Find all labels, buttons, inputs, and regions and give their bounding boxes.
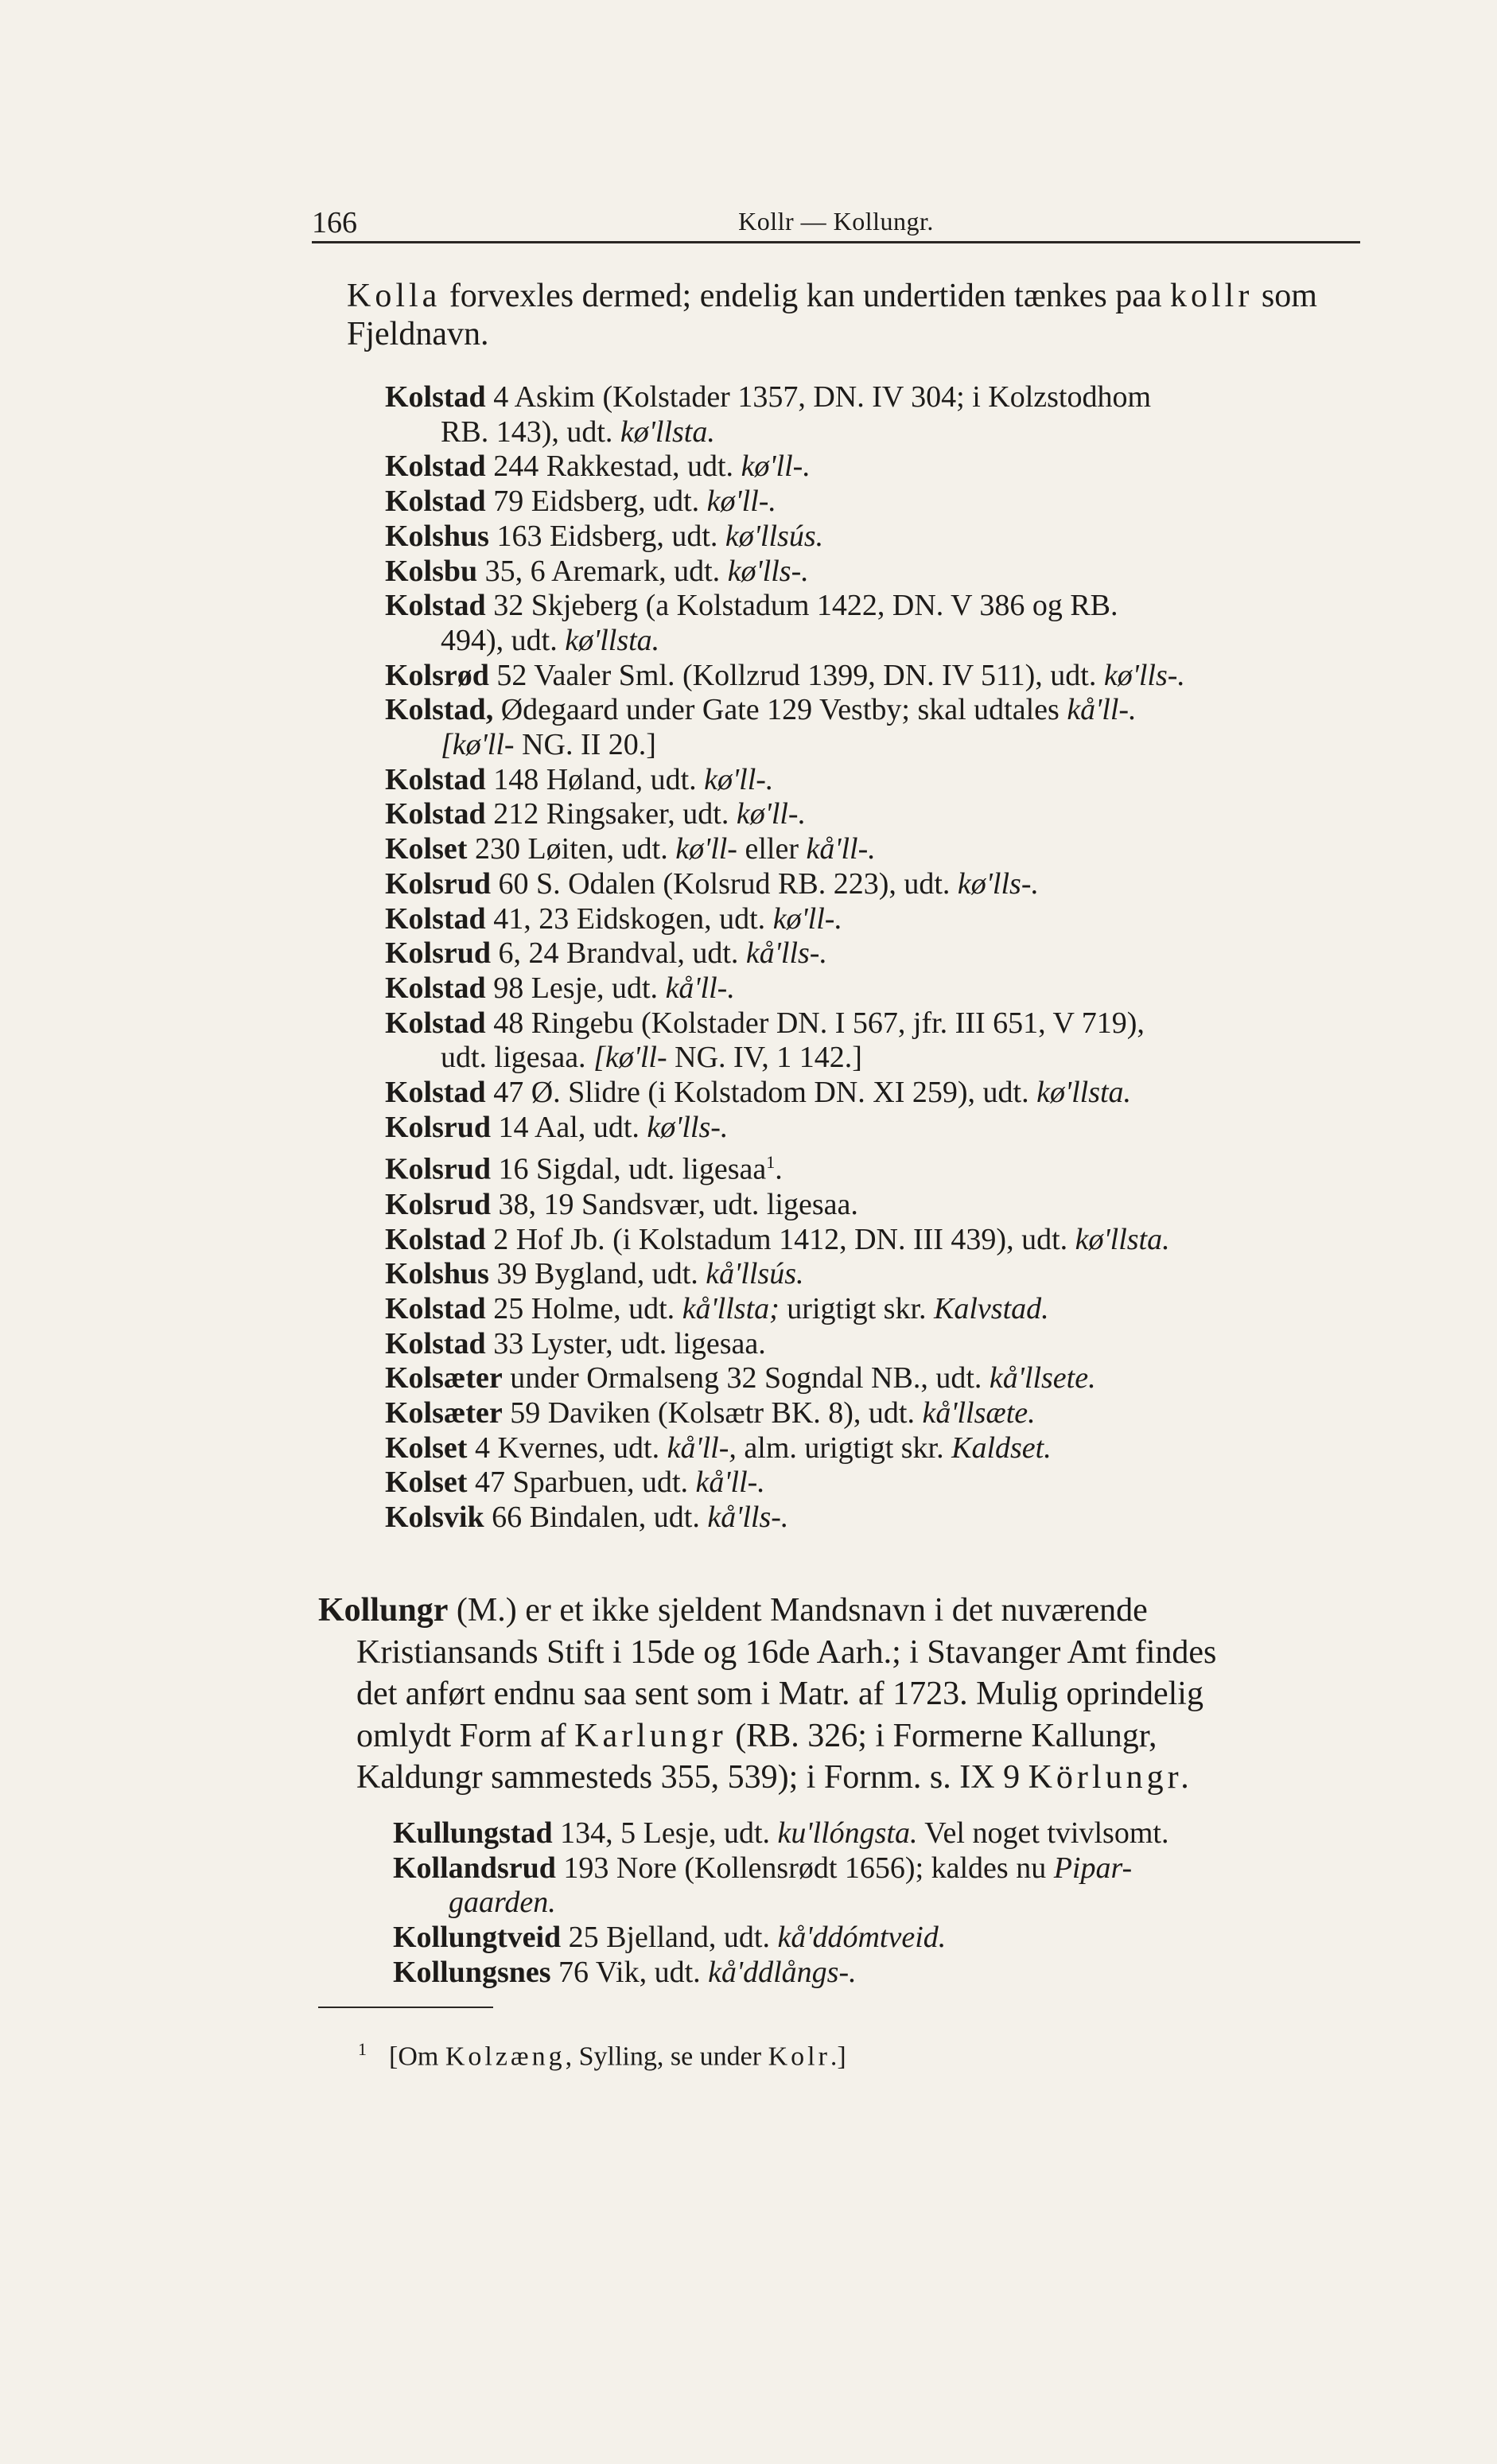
entry-text: 14 Aal, udt. bbox=[491, 1110, 647, 1144]
entry-text: 39 Bygland, udt. bbox=[488, 1257, 706, 1291]
footnote-number: 1 bbox=[358, 2039, 367, 2059]
entry-text: 98 Lesje, udt. bbox=[485, 971, 666, 1005]
entry-headword: Kolstad bbox=[385, 1291, 486, 1325]
entry-headword: Kolshus bbox=[385, 1257, 489, 1291]
entry-headword: Kolsrud bbox=[385, 1153, 492, 1187]
entry-headword: Kolsrud bbox=[385, 866, 492, 901]
main-text: det anført endnu saa sent som i Matr. af 1723. Mulig oprindelig bbox=[356, 1676, 1203, 1712]
entry-list-kolstad bbox=[385, 380, 1363, 1536]
entry bbox=[385, 1431, 1363, 1466]
alternate-name: gaarden. bbox=[449, 1886, 556, 1920]
entry-headword: Kolsrød bbox=[385, 658, 489, 692]
intro-text: som Fjeldnavn. bbox=[347, 278, 1317, 352]
entry-text: 25 Bjelland, udt. bbox=[561, 1921, 778, 1955]
alternate-spelling: Kalvstad. bbox=[934, 1291, 1049, 1325]
spaced-word: kollr bbox=[1170, 278, 1254, 314]
entry-continuation bbox=[385, 624, 1363, 659]
entry-headword: Kolstad bbox=[385, 380, 486, 414]
spaced-word: Kolr bbox=[768, 2042, 830, 2072]
pronunciation: kø'll-. bbox=[772, 901, 842, 936]
pronunciation: kå'llsete. bbox=[989, 1361, 1096, 1395]
entry-text: 4 Askim (Kolstader 1357, DN. IV 304; i Kolzstodhom bbox=[485, 380, 1152, 414]
entry-text: 193 Nore (Kollensrødt 1656); kaldes nu bbox=[555, 1851, 1054, 1885]
entry-continuation bbox=[385, 728, 1363, 763]
entry bbox=[385, 1396, 1363, 1431]
pronunciation: kø'llsta. bbox=[1075, 1222, 1170, 1256]
entry-text: 66 Bindalen, udt. bbox=[484, 1501, 708, 1535]
entry bbox=[385, 902, 1363, 937]
entry-headword: Kolstad bbox=[385, 1222, 486, 1256]
entry-headword: Kolstad bbox=[385, 971, 486, 1005]
pronunciation: kå'll-. bbox=[806, 832, 876, 866]
entry-headword: Kolstad bbox=[385, 797, 486, 831]
main-text: Kristiansands Stift i 15de og 16de Aarh.; i Stavanger Amt findes bbox=[356, 1633, 1217, 1671]
entry bbox=[385, 520, 1363, 555]
entry-text: alm. urigtigt skr. bbox=[736, 1431, 952, 1465]
entry-text: 6, 24 Brandval, udt. bbox=[491, 936, 746, 971]
pronunciation: kø'lls-. bbox=[647, 1110, 729, 1144]
entry-headword: Kollungsnes bbox=[393, 1955, 551, 1989]
entry-text: NG. II 20.] bbox=[514, 728, 656, 762]
entry-text: udt. ligesaa. bbox=[441, 1041, 594, 1075]
pronunciation: kå'll-, bbox=[667, 1431, 737, 1465]
entry-headword: Kollandsrud bbox=[393, 1851, 556, 1885]
pronunciation: kå'll-. bbox=[665, 971, 735, 1005]
entry-headword: Kolstad bbox=[385, 1076, 486, 1110]
pronunciation: kå'llsta; bbox=[682, 1291, 780, 1325]
entry bbox=[385, 555, 1363, 590]
main-text: (RB. 326; i Formerne Kallungr, bbox=[726, 1717, 1157, 1754]
spaced-word: Kolla bbox=[347, 278, 441, 314]
entry bbox=[385, 1327, 1363, 1362]
entry-text: 38, 19 Sandsvær, udt. ligesaa. bbox=[491, 1187, 858, 1221]
entry bbox=[385, 763, 1363, 798]
entry bbox=[385, 832, 1363, 867]
entry bbox=[393, 1851, 1371, 1921]
running-head: Kollr — Kollungr. bbox=[738, 207, 934, 236]
main-entry-line bbox=[318, 1757, 1367, 1799]
spaced-word: Kolzæng bbox=[445, 2042, 566, 2072]
entry-text: 76 Vik, udt. bbox=[550, 1955, 709, 1989]
entry-text: 494), udt. bbox=[441, 623, 566, 657]
entry bbox=[385, 971, 1363, 1006]
pronunciation: kø'll- bbox=[675, 832, 737, 866]
entry bbox=[385, 485, 1363, 520]
pronunciation: [kø'll- bbox=[441, 728, 515, 762]
entry-continuation bbox=[385, 1041, 1363, 1076]
footnote-text: , Sylling, se under bbox=[565, 2042, 768, 2072]
entry-headword: Kolsvik bbox=[385, 1501, 484, 1535]
entry-text: eller bbox=[737, 832, 807, 866]
entry-text: 230 Løiten, udt. bbox=[467, 832, 676, 866]
alternate-name: Pipar- bbox=[1053, 1851, 1133, 1885]
entry bbox=[385, 1292, 1363, 1327]
entry-continuation bbox=[385, 415, 1363, 450]
pronunciation: kø'llsta. bbox=[565, 623, 660, 657]
pronunciation: kø'llsús. bbox=[725, 519, 824, 553]
footnote bbox=[358, 2039, 1312, 2072]
entry-text: 47 Ø. Slidre (i Kolstadom DN. XI 259), udt. bbox=[485, 1076, 1037, 1110]
entry-headword: Kolshus bbox=[385, 519, 489, 553]
header-rule bbox=[312, 241, 1360, 243]
entry-text: 79 Eidsberg, udt. bbox=[485, 485, 707, 519]
entry bbox=[385, 1361, 1363, 1396]
entry bbox=[385, 380, 1363, 450]
pronunciation: kå'ddómtveid. bbox=[777, 1921, 947, 1955]
entry-text: RB. 143), udt. bbox=[441, 415, 620, 449]
pronunciation: kø'llsta. bbox=[1036, 1076, 1132, 1110]
entry-headword: Kullungstad bbox=[393, 1816, 553, 1850]
page-header bbox=[312, 205, 1360, 243]
entry bbox=[385, 1145, 1363, 1187]
entry-headword: Kolstad, bbox=[385, 693, 494, 727]
pronunciation: kø'll-. bbox=[741, 450, 811, 484]
entry-text: 52 Vaaler Sml. (Kollzrud 1399, DN. IV 511), udt. bbox=[488, 658, 1104, 692]
entry-text: 244 Rakkestad, udt. bbox=[485, 450, 741, 484]
pronunciation: kå'ddlångs-. bbox=[708, 1955, 857, 1989]
alternate-spelling: Kaldset. bbox=[951, 1431, 1052, 1465]
entry-text: 33 Lyster, udt. ligesaa. bbox=[485, 1326, 766, 1360]
pronunciation: kå'll-. bbox=[1067, 693, 1137, 727]
entry-text: 212 Ringsaker, udt. bbox=[485, 797, 737, 831]
entry bbox=[385, 1188, 1363, 1223]
entry bbox=[385, 1006, 1363, 1076]
pronunciation: kø'll-. bbox=[736, 797, 807, 831]
main-text: Kaldungr sammesteds 355, 539); i Fornm. s. IX 9 bbox=[356, 1759, 1028, 1796]
entry-headword: Kolstad bbox=[385, 589, 486, 623]
pronunciation: kø'llsta. bbox=[620, 415, 715, 449]
entry-headword: Kollungtveid bbox=[393, 1921, 562, 1955]
entry bbox=[385, 1466, 1363, 1501]
spaced-word: Körlungr. bbox=[1028, 1759, 1193, 1796]
entry-text: 32 Skjeberg (a Kolstadum 1422, DN. V 386 og RB. bbox=[485, 589, 1118, 623]
spaced-word: Karlungr bbox=[574, 1717, 727, 1754]
footnote-marker: 1 bbox=[766, 1152, 776, 1173]
footnote-text: .] bbox=[830, 2042, 846, 2072]
entry bbox=[385, 936, 1363, 971]
entry bbox=[385, 1223, 1363, 1258]
main-entry-line bbox=[318, 1590, 1367, 1632]
entry-headword: Kolset bbox=[385, 1431, 468, 1465]
entry-text: 60 S. Odalen (Kolsrud RB. 223), udt. bbox=[491, 866, 958, 901]
entry bbox=[385, 1076, 1363, 1111]
pronunciation: [kø'll- bbox=[593, 1041, 667, 1075]
entry bbox=[385, 659, 1363, 694]
entry-text: 48 Ringebu (Kolstader DN. I 567, jfr. III 651, V 719), bbox=[485, 1006, 1145, 1040]
pronunciation: kå'lls-. bbox=[707, 1501, 789, 1535]
entry bbox=[385, 1501, 1363, 1536]
pronunciation: kø'lls-. bbox=[1103, 658, 1185, 692]
pronunciation: kå'llsæte. bbox=[922, 1396, 1036, 1431]
entry-text: urigtigt skr. bbox=[779, 1291, 935, 1325]
entry-text: under Ormalseng 32 Sogndal NB., udt. bbox=[502, 1361, 990, 1395]
entry-headword: Kolsbu bbox=[385, 554, 478, 588]
entry-text: . bbox=[775, 1153, 783, 1187]
entry bbox=[385, 450, 1363, 485]
entry-text: 35, 6 Aremark, udt. bbox=[477, 554, 728, 588]
entry-text: 148 Høland, udt. bbox=[485, 762, 705, 796]
entry-headword: Kolstad bbox=[385, 450, 486, 484]
entry-headword: Kolstad bbox=[385, 1326, 486, 1360]
entry-headword: Kolstad bbox=[385, 762, 486, 796]
entry-text: 47 Sparbuen, udt. bbox=[467, 1466, 696, 1500]
entry-text: 163 Eidsberg, udt. bbox=[488, 519, 725, 553]
entry-continuation bbox=[393, 1886, 1371, 1921]
entry-text: 59 Daviken (Kolsætr BK. 8), udt. bbox=[502, 1396, 923, 1431]
main-entry-kollungr bbox=[318, 1590, 1367, 1799]
entry-headword: Kolsrud bbox=[385, 1187, 492, 1221]
entry bbox=[385, 693, 1363, 762]
intro-paragraph bbox=[347, 277, 1362, 353]
entry-headword: Kolstad bbox=[385, 1006, 486, 1040]
entry-headword: Kolsrud bbox=[385, 936, 492, 971]
entry-text: 41, 23 Eidskogen, udt. bbox=[485, 901, 773, 936]
pronunciation: kø'lls-. bbox=[957, 866, 1039, 901]
pronunciation: kå'll-. bbox=[695, 1466, 765, 1500]
entry-text: Vel noget tvivlsomt. bbox=[917, 1816, 1169, 1850]
main-headword: Kollungr bbox=[318, 1592, 449, 1629]
entry bbox=[385, 1257, 1363, 1292]
intro-text: forvexles dermed; endelig kan undertiden tænkes paa bbox=[441, 278, 1171, 314]
main-entry-line bbox=[318, 1715, 1367, 1757]
entry-text: 4 Kvernes, udt. bbox=[467, 1431, 667, 1465]
entry-text: 2 Hof Jb. (i Kolstadum 1412, DN. III 439), udt. bbox=[485, 1222, 1075, 1256]
entry-text: 16 Sigdal, udt. ligesaa bbox=[491, 1153, 767, 1187]
pronunciation: kø'll-. bbox=[704, 762, 774, 796]
entry bbox=[393, 1921, 1371, 1956]
entry-headword: Kolstad bbox=[385, 901, 486, 936]
entry-text: 25 Holme, udt. bbox=[485, 1291, 682, 1325]
main-text: omlydt Form af bbox=[356, 1717, 575, 1754]
main-text: (M.) er et ikke sjeldent Mandsnavn i det nuværende bbox=[448, 1592, 1148, 1629]
entry-headword: Kolsæter bbox=[385, 1361, 503, 1395]
footnote-rule bbox=[318, 2007, 493, 2008]
page-number: 166 bbox=[312, 206, 357, 239]
entry-text: NG. IV, 1 142.] bbox=[667, 1041, 862, 1075]
entry bbox=[393, 1956, 1371, 1991]
entry bbox=[385, 589, 1363, 658]
entry bbox=[385, 797, 1363, 832]
entry-headword: Kolset bbox=[385, 1466, 468, 1500]
pronunciation: kå'lls-. bbox=[745, 936, 827, 971]
entry-text: Ødegaard under Gate 129 Vestby; skal udtales bbox=[493, 693, 1067, 727]
entry bbox=[393, 1816, 1371, 1851]
pronunciation: kø'lls-. bbox=[727, 554, 809, 588]
entry bbox=[385, 867, 1363, 902]
entry-text: 134, 5 Lesje, udt. bbox=[552, 1816, 778, 1850]
entry bbox=[385, 1111, 1363, 1146]
entry-headword: Kolstad bbox=[385, 485, 486, 519]
pronunciation: kå'llsús. bbox=[706, 1257, 804, 1291]
entry-headword: Kolsrud bbox=[385, 1110, 492, 1144]
entry-headword: Kolset bbox=[385, 832, 468, 866]
pronunciation: kø'll-. bbox=[706, 485, 776, 519]
pronunciation: ku'llóngsta. bbox=[777, 1816, 918, 1850]
entry-headword: Kolsæter bbox=[385, 1396, 503, 1431]
footnote-text: [Om bbox=[389, 2042, 445, 2072]
entry-list-kollung bbox=[393, 1816, 1371, 1991]
